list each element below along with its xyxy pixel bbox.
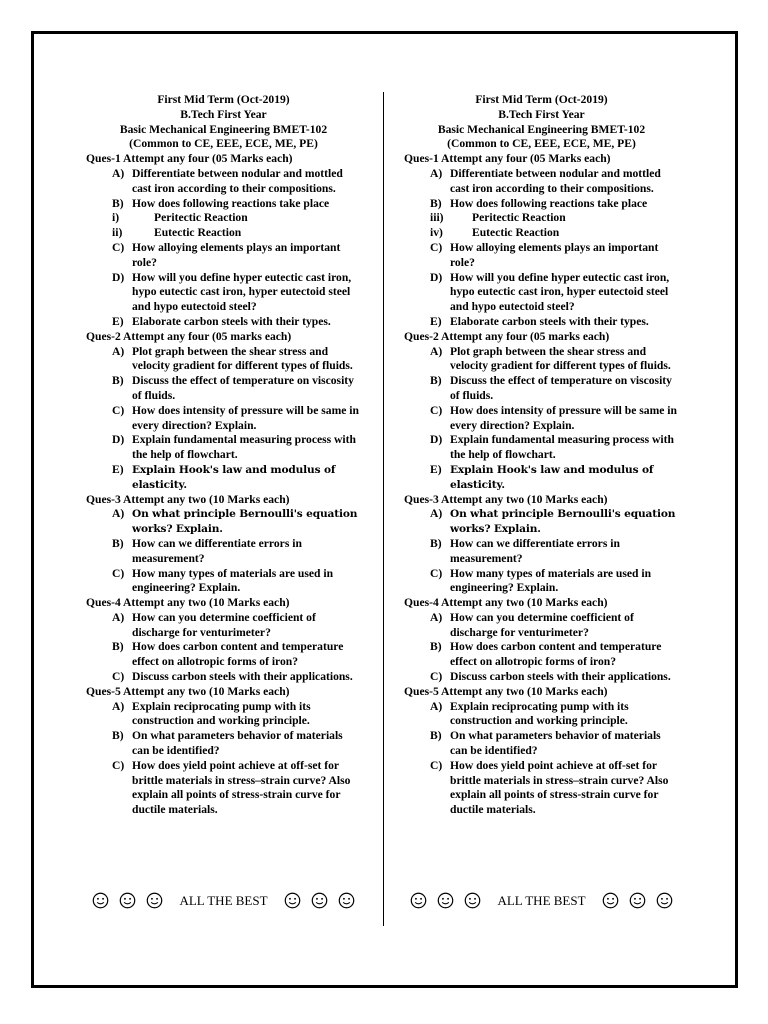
exam-branches: (Common to CE, EEE, ECE, ME, PE) (447, 137, 636, 151)
exam-title: First Mid Term (Oct-2019) (475, 93, 608, 106)
question-2b: B) Discuss the effect of temperature on viscosity of fluids. (112, 374, 354, 402)
smiley-icon (338, 892, 355, 909)
all-the-best-text: ALL THE BEST (497, 892, 586, 908)
question-2a: A) Plot graph between the shear stress and velocity gradient for different types of fluids. (112, 344, 353, 373)
question-2e: E) Explain Hook's law and modulus of elasticity. (112, 462, 336, 491)
question-1b: B) How does following reactions take place (430, 196, 648, 210)
question-1e: E) Elaborate carbon steels with their types. (112, 314, 331, 328)
exam-subject: Basic Mechanical Engineering BMET-102 (119, 122, 328, 136)
question-4b: B) How does carbon content and temperature effect on allotropic forms of iron? (112, 640, 344, 669)
question-4a: A) How can you determine coefficient of discharge for venturimeter? (112, 610, 316, 639)
question-5b: B) On what parameters behavior of materials can be identified? (112, 729, 343, 758)
smiley-icon (656, 892, 673, 909)
exam-branches: (Common to CE, EEE, ECE, ME, PE) (129, 137, 318, 151)
question-5a: A) Explain reciprocating pump with its construction and working principle. (112, 699, 311, 728)
question-2e: E) Explain Hook's law and modulus of elasticity. (430, 462, 654, 491)
question-4c: C) Discuss carbon steels with their applications. (430, 670, 671, 684)
question-1c: C) How alloying elements plays an important role? (430, 240, 659, 269)
footer-left (86, 892, 361, 909)
question-1b-ii: ii) Eutectic Reaction (112, 226, 242, 240)
question-5b: B) On what parameters behavior of materials can be identified? (430, 729, 661, 758)
question-1-heading: Ques-1 Attempt any four (05 Marks each) (86, 152, 293, 166)
question-paper-right (404, 93, 679, 818)
question-2b: B) Discuss the effect of temperature on viscosity of fluids. (430, 374, 672, 402)
question-3b: B) How can we differentiate errors in measurement? (430, 536, 620, 565)
question-1a: A) Differentiate between nodular and mottled cast iron according to their compositions. (430, 166, 661, 195)
question-4b: B) How does carbon content and temperature effect on allotropic forms of iron? (430, 640, 662, 669)
question-5a: A) Explain reciprocating pump with its construction and working principle. (430, 699, 629, 728)
column-divider (383, 92, 384, 926)
smiley-icon (284, 892, 301, 909)
footer-right (404, 892, 679, 909)
smiley-icon (410, 892, 427, 909)
question-1d: D) How will you define hyper eutectic cast iron, hypo eutectic cast iron, hyper eutectoid steel and hypo eutectoid steel? (430, 270, 670, 314)
question-2a: A) Plot graph between the shear stress and velocity gradient for different types of fluids. (430, 344, 671, 373)
question-5-heading: Ques-5 Attempt any two (10 Marks each) (86, 684, 290, 698)
smiley-icon (146, 892, 163, 909)
smiley-icon (311, 892, 328, 909)
question-5c: C) How does yield point achieve at off-set for brittle materials in stress–strain curve? Also explain all points of stress-strain curve for ductile materials. (430, 758, 669, 817)
question-2c: C) How does intensity of pressure will be same in every direction? Explain. (430, 403, 677, 432)
question-1c: C) How alloying elements plays an important role? (112, 240, 341, 269)
exam-year: B.Tech First Year (180, 107, 267, 121)
question-5-heading: Ques-5 Attempt any two (10 Marks each) (404, 684, 608, 698)
question-3-heading: Ques-3 Attempt any two (10 Marks each) (404, 492, 608, 506)
question-4-heading: Ques-4 Attempt any two (10 Marks each) (86, 596, 290, 610)
question-1d: D) How will you define hyper eutectic cast iron, hypo eutectic cast iron, hyper eutectoid steel and hypo eutectoid steel? (112, 270, 352, 314)
question-1-heading: Ques-1 Attempt any four (05 Marks each) (404, 152, 611, 166)
question-3c: C) How many types of materials are used in engineering? Explain. (112, 566, 334, 595)
question-4c: C) Discuss carbon steels with their applications. (112, 670, 353, 684)
question-3b: B) How can we differentiate errors in measurement? (112, 536, 302, 565)
smiley-icon (92, 892, 109, 909)
question-3a: A) On what principle Bernoulli's equation works? Explain. (112, 507, 358, 536)
question-4-heading: Ques-4 Attempt any two (10 Marks each) (404, 596, 608, 610)
question-1b: B) How does following reactions take place (112, 196, 330, 210)
question-2-heading: Ques-2 Attempt any four (05 marks each) (404, 329, 610, 343)
exam-title: First Mid Term (Oct-2019) (157, 93, 290, 106)
question-2d: D) Explain fundamental measuring process with the help of flowchart. (430, 433, 674, 462)
smiley-icon (464, 892, 481, 909)
question-1b-iii: iii) Peritectic Reaction (430, 211, 566, 225)
smiley-icon (119, 892, 136, 909)
question-3a: A) On what principle Bernoulli's equation works? Explain. (430, 507, 676, 536)
question-2-heading: Ques-2 Attempt any four (05 marks each) (86, 329, 292, 343)
exam-year: B.Tech First Year (498, 107, 585, 121)
all-the-best-text: ALL THE BEST (179, 892, 268, 908)
question-1a: A) Differentiate between nodular and mottled cast iron according to their compositions. (112, 166, 343, 195)
question-2c: C) How does intensity of pressure will be same in every direction? Explain. (112, 403, 359, 432)
question-4a: A) How can you determine coefficient of discharge for venturimeter? (430, 610, 634, 639)
question-5c: C) How does yield point achieve at off-set for brittle materials in stress–strain curve? Also explain all points of stress-strain curve for ductile materials. (112, 758, 351, 817)
question-1b-i: i) Peritectic Reaction (112, 211, 248, 225)
question-3c: C) How many types of materials are used in engineering? Explain. (430, 566, 652, 595)
smiley-icon (437, 892, 454, 909)
question-3-heading: Ques-3 Attempt any two (10 Marks each) (86, 492, 290, 506)
smiley-icon (602, 892, 619, 909)
question-1e: E) Elaborate carbon steels with their types. (430, 314, 649, 328)
exam-subject: Basic Mechanical Engineering BMET-102 (437, 122, 646, 136)
question-1b-iv: iv) Eutectic Reaction (430, 226, 560, 240)
smiley-icon (629, 892, 646, 909)
question-2d: D) Explain fundamental measuring process with the help of flowchart. (112, 433, 356, 462)
question-paper-left (86, 93, 361, 818)
